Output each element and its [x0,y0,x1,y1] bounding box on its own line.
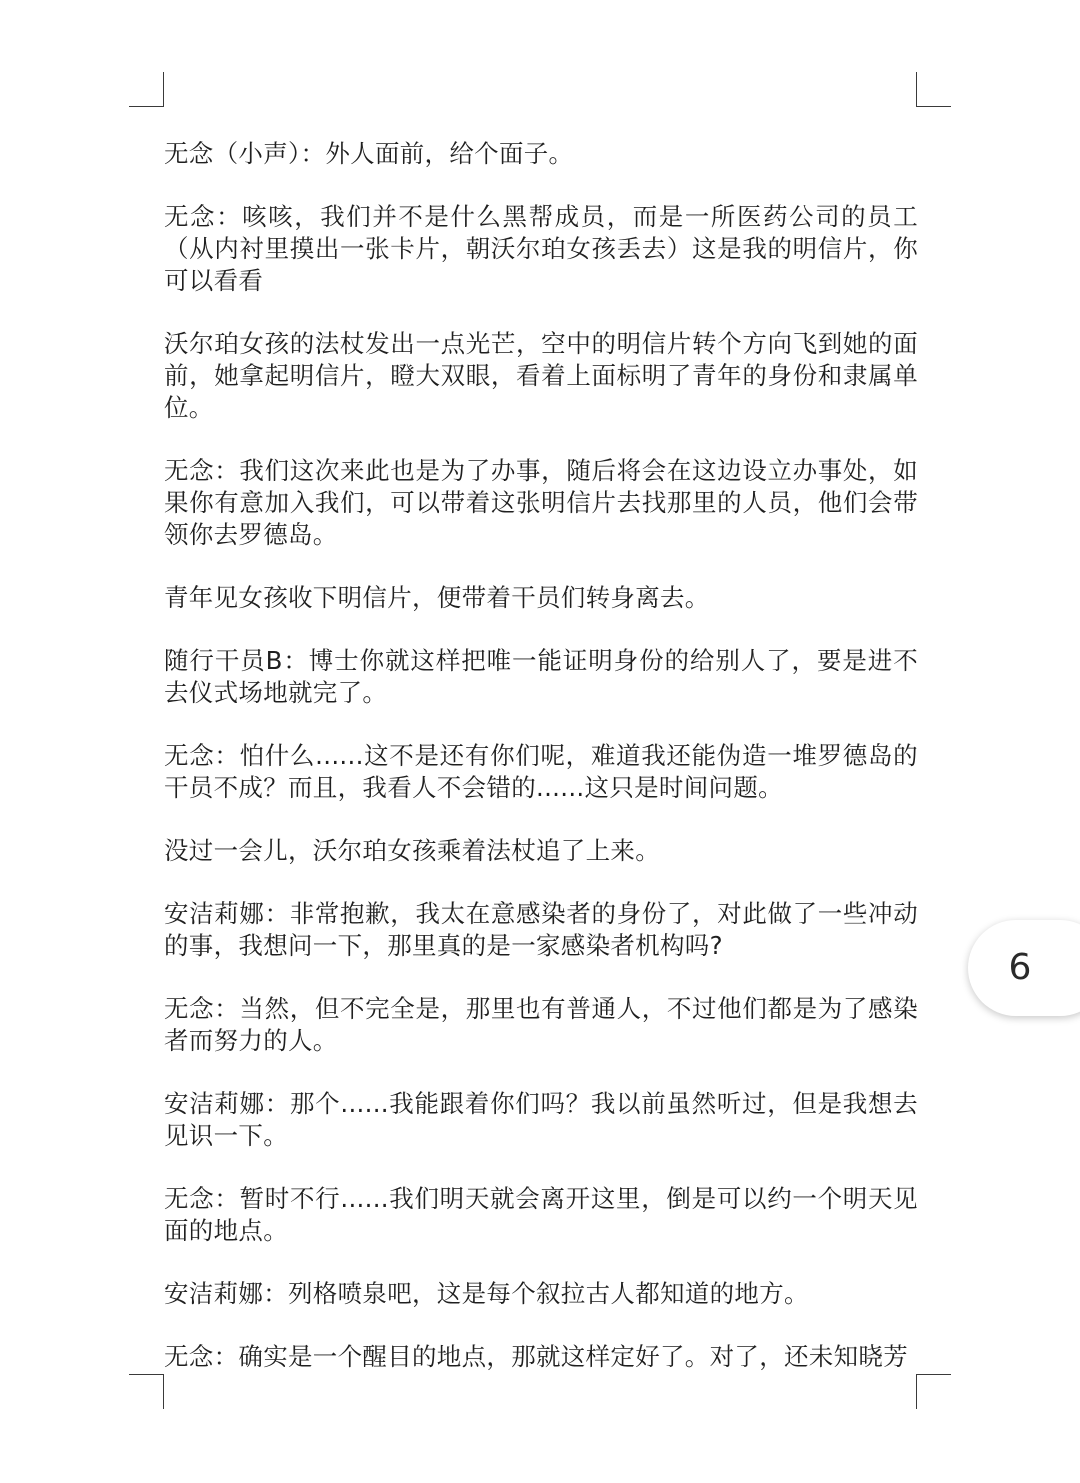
paragraph: 安洁莉娜：非常抱歉，我太在意感染者的身份了，对此做了一些冲动的事，我想问一下，那里真的是一家感染者机构吗? [164,899,918,960]
page-number-badge[interactable] [968,920,1080,1016]
paragraph: 无念：我们这次来此也是为了办事，随后将会在这边设立办事处，如果你有意加入我们，可以带着这张明信片去找那里的人员，他们会带领你去罗德岛。 [164,456,918,549]
paragraph: 无念：暂时不行......我们明天就会离开这里，倒是可以约一个明天见面的地点。 [164,1184,918,1245]
paragraph: 随行干员B：博士你就这样把唯一能证明身份的给别人了，要是进不去仪式场地就完了。 [164,646,918,707]
paragraph: 安洁莉娜：列格喷泉吧，这是每个叙拉古人都知道的地方。 [164,1279,809,1308]
paragraph: 安洁莉娜：那个......我能跟着你们吗？我以前虽然听过，但是我想去见识一下。 [164,1089,918,1150]
document-body [164,138,918,1374]
paragraph: 青年见女孩收下明信片，便带着干员们转身离去。 [164,583,710,612]
paragraph: 沃尔珀女孩的法杖发出一点光芒，空中的明信片转个方向飞到她的面前，她拿起明信片，瞪大双眼，看着上面标明了青年的身份和隶属单位。 [164,329,918,422]
paragraph: 没过一会儿，沃尔珀女孩乘着法杖追了上来。 [164,836,660,865]
crop-mark-top-right [916,72,951,107]
paragraph: 无念：怕什么......这不是还有你们呢，难道我还能伪造一堆罗德岛的干员不成？而且，我看人不会错的......这只是时间问题。 [164,741,918,802]
paragraph: 无念：咳咳，我们并不是什么黑帮成员，而是一所医药公司的员工（从内衬里摸出一张卡片，朝沃尔珀女孩丢去）这是我的明信片，你可以看看 [164,202,918,295]
page-number: 6 [1008,947,1032,988]
crop-mark-bottom-left [129,1374,164,1409]
paragraph: 无念：当然，但不完全是，那里也有普通人，不过他们都是为了感染者而努力的人。 [164,994,918,1055]
crop-mark-top-left [129,72,164,107]
crop-mark-bottom-right [916,1374,951,1409]
paragraph: 无念：确实是一个醒目的地点，那就这样定好了。对了，还未知晓芳 [164,1342,908,1371]
paragraph: 无念（小声）：外人面前，给个面子。 [164,139,574,168]
